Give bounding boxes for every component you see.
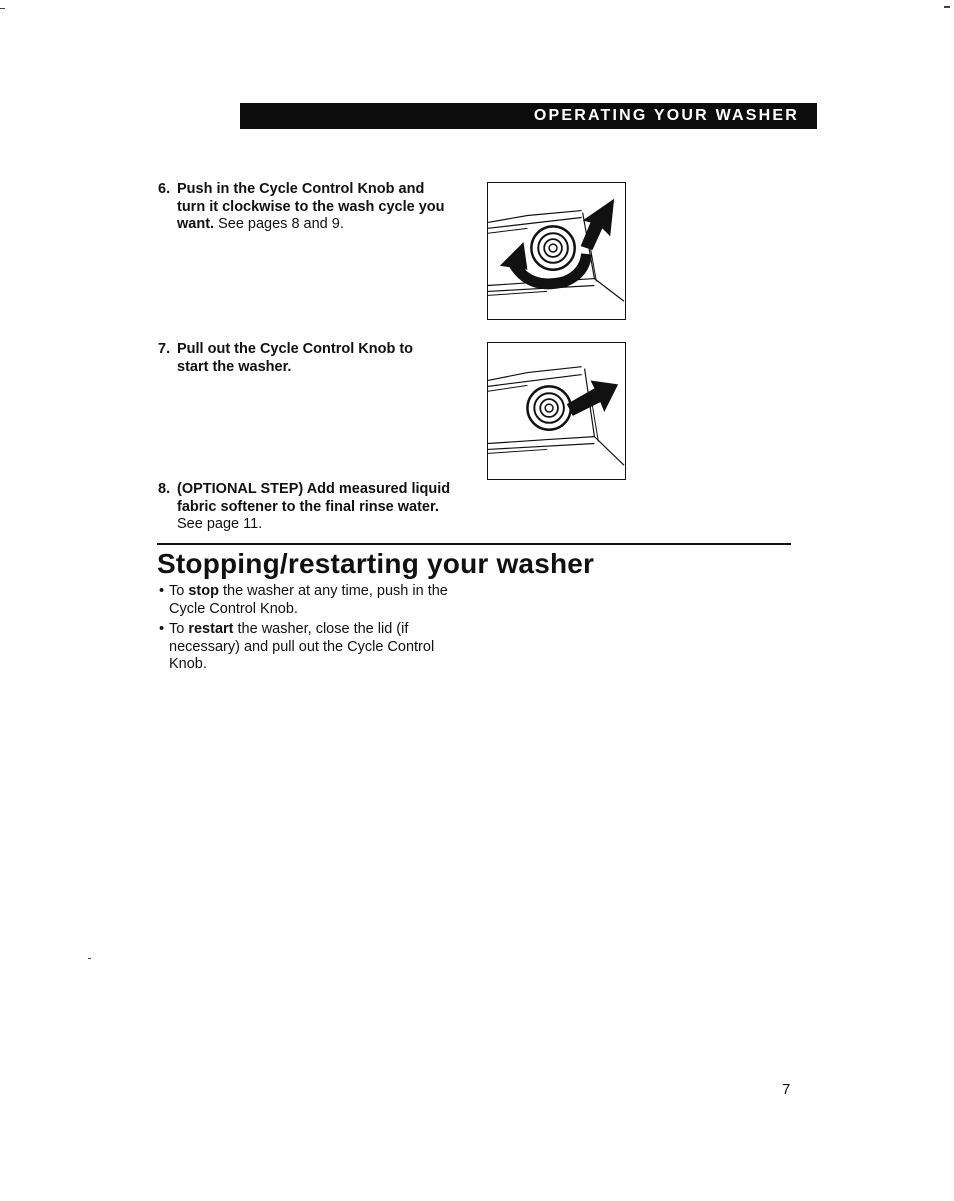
bullet-keyword: stop: [188, 583, 219, 599]
scan-mark: [0, 8, 5, 9]
bullet-text-pre: To: [169, 583, 189, 599]
step-instruction: Pull out the Cycle Control Knob to start the washer.: [177, 341, 414, 375]
bullet-dot: •: [159, 583, 165, 599]
step-number: 6.: [158, 181, 171, 197]
step-number: 7.: [158, 341, 171, 357]
section-header-title: OPERATING YOUR WASHER: [533, 107, 799, 124]
bullet-text-pre: To: [169, 621, 189, 637]
bullet-list: [159, 583, 459, 677]
scan-mark: [88, 958, 91, 959]
knob-turn-drawing: [488, 183, 625, 319]
bullet-dot: •: [159, 621, 165, 637]
knob-turn-illustration: [487, 182, 626, 320]
page-number: 7: [782, 1081, 791, 1098]
scan-mark: [944, 6, 950, 8]
step-number: 8.: [158, 481, 171, 497]
step-7: [158, 341, 438, 376]
step-8: [158, 481, 458, 534]
step-reference: See page 11.: [177, 516, 263, 532]
section-title: Stopping/restarting your washer: [157, 548, 595, 579]
step-6: [158, 181, 448, 234]
bullet-text-post: the washer, close the lid (if necessary) and pull out the Cycle Control Knob.: [169, 621, 435, 672]
bullet-item-stop: [159, 583, 459, 618]
step-instruction: Push in the Cycle Control Knob and turn it clockwise to the wash cycle you want.: [177, 181, 445, 232]
bullet-keyword: restart: [188, 621, 234, 637]
step-reference: See pages 8 and 9.: [214, 216, 344, 232]
knob-pull-drawing: [488, 343, 625, 479]
knob-pull-illustration: [487, 342, 626, 480]
step-instruction: (OPTIONAL STEP) Add measured liquid fabric softener to the final rinse water.: [177, 481, 451, 515]
bullet-item-restart: [159, 621, 459, 674]
bullet-text-post: the washer at any time, push in the Cycle Control Knob.: [169, 583, 448, 617]
section-header-bar: [240, 103, 817, 129]
